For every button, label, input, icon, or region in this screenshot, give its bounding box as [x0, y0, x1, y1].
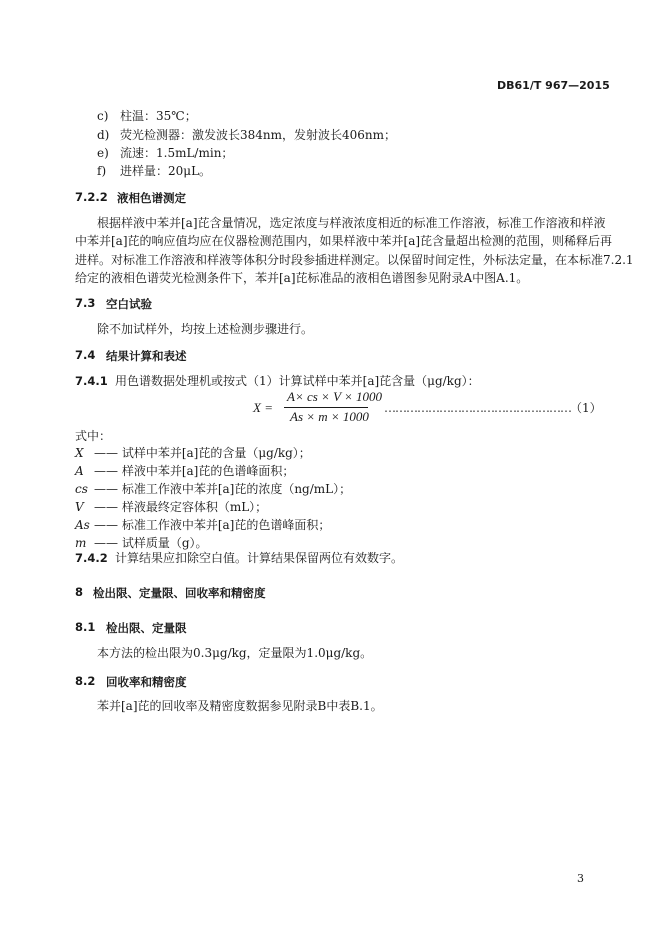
list-label: e) — [97, 146, 109, 160]
symbol-description: —— 样液中苯并[a]芘的色谱峰面积； — [94, 464, 295, 478]
paragraph-line: 给定的液相色谱荧光检测条件下，苯并[a]芘标准品的液相色谱图参见附录A中图A.1。 — [75, 271, 529, 285]
formula-leader-dots: …………………………………………… — [384, 401, 571, 415]
symbol: cs — [75, 482, 88, 496]
paragraph: 苯并[a]芘的回收率及精密度数据参见附录B中表B.1。 — [97, 699, 383, 713]
formula-numerator: A× cs × V × 1000 — [287, 389, 383, 404]
section-title: 检出限、定量限、回收率和精密度 — [93, 586, 266, 600]
page-number: 3 — [577, 872, 584, 885]
paragraph: 本方法的检出限为0.3μg/kg，定量限为1.0μg/kg。 — [97, 646, 373, 660]
equation-number: （1） — [570, 401, 602, 415]
symbol-description: —— 标准工作液中苯并[a]芘的色谱峰面积； — [94, 518, 331, 532]
fraction-bar — [284, 407, 368, 408]
symbol: V — [75, 500, 84, 514]
section-title: 空白试验 — [106, 297, 152, 311]
symbol: X — [75, 446, 84, 460]
list-text: 荧光检测器：激发波长384nm，发射波长406nm； — [120, 128, 397, 142]
section-title: 结果计算和表述 — [106, 349, 187, 363]
section-number: 8 — [75, 585, 84, 599]
paragraph: 用色谱数据处理机或按式（1）计算试样中苯并[a]芘含量（μg/kg）： — [115, 374, 480, 388]
list-text: 进样量：20μL。 — [120, 164, 212, 178]
section-number: 8.1 — [75, 620, 96, 634]
paragraph-line: 中苯并[a]芘的响应值均应在仪器检测范围内，如果样液中苯并[a]芘含量超出检测的范围，则稀释后再 — [75, 234, 613, 248]
formula-lhs: X = — [253, 400, 273, 415]
symbol: A — [75, 464, 84, 478]
section-number: 7.3 — [75, 296, 96, 310]
symbol: m — [75, 536, 87, 550]
paragraph: 计算结果应扣除空白值。计算结果保留两位有效数字。 — [115, 551, 404, 565]
section-title: 回收率和精密度 — [106, 675, 187, 689]
symbol-description: —— 样液最终定容体积（mL）； — [94, 500, 268, 514]
section-title: 液相色谱测定 — [117, 191, 186, 205]
where-title: 式中： — [75, 429, 112, 443]
symbol: As — [75, 518, 90, 532]
list-label: c) — [97, 109, 109, 123]
formula-denominator: As × m × 1000 — [290, 409, 369, 424]
section-number: 7.2.2 — [75, 190, 108, 204]
paragraph-line: 进样。对标准工作溶液和样液等体积分时段参插进样测定。以保留时间定性，外标法定量，在本标准7.2.1 — [75, 253, 634, 267]
list-text: 流速：1.5mL/min； — [120, 146, 234, 160]
list-text: 柱温：35℃； — [120, 109, 197, 123]
section-title: 检出限、定量限 — [106, 621, 187, 635]
section-number: 7.4.2 — [75, 551, 108, 565]
paragraph-line: 根据样液中苯并[a]芘含量情况，选定浓度与样液浓度相近的标准工作溶液，标准工作溶液和样液 — [97, 216, 606, 230]
standard-code: DB61/T 967—2015 — [497, 79, 610, 92]
symbol-description: —— 试样中苯并[a]芘的含量（μg/kg）； — [94, 446, 311, 460]
list-label: d) — [97, 128, 110, 142]
list-label: f) — [97, 164, 107, 178]
section-number: 7.4.1 — [75, 374, 108, 388]
section-number: 8.2 — [75, 674, 96, 688]
section-number: 7.4 — [75, 348, 96, 362]
symbol-description: —— 试样质量（g）。 — [94, 536, 208, 550]
symbol-description: —— 标准工作液中苯并[a]芘的浓度（ng/mL）； — [94, 482, 352, 496]
paragraph: 除不加试样外，均按上述检测步骤进行。 — [97, 322, 314, 336]
